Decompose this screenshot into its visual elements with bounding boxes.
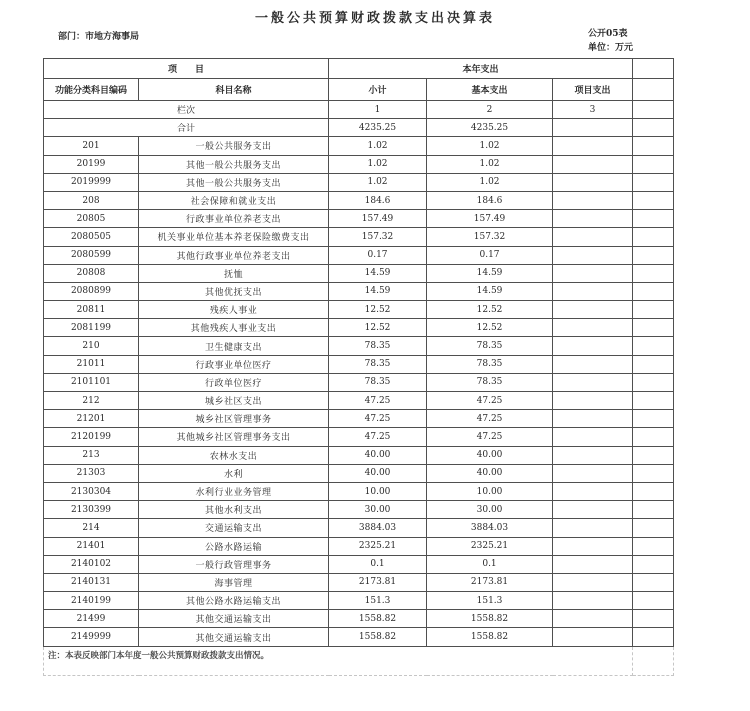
cell-basic-expenditure: 3884.03 [427, 519, 553, 537]
cell-project-expenditure [553, 610, 633, 628]
column-index-1: 1 [329, 101, 427, 119]
spare-cell [633, 228, 674, 246]
cell-function-code: 21303 [44, 464, 139, 482]
cell-subtotal: 14.59 [329, 282, 427, 300]
table-row [44, 137, 674, 155]
cell-basic-expenditure: 1558.82 [427, 610, 553, 628]
cell-subtotal: 1.02 [329, 137, 427, 155]
cell-subject-name: 其他残疾人事业支出 [139, 319, 329, 337]
cell-subject-name: 行政事业单位医疗 [139, 355, 329, 373]
cell-subject-name: 公路水路运输 [139, 537, 329, 555]
cell-basic-expenditure: 2325.21 [427, 537, 553, 555]
cell-function-code: 201 [44, 137, 139, 155]
spare-cell [633, 519, 674, 537]
cell-subtotal: 47.25 [329, 410, 427, 428]
cell-project-expenditure [553, 246, 633, 264]
table-body [44, 101, 674, 647]
cell-project-expenditure [553, 191, 633, 209]
cell-project-expenditure [553, 501, 633, 519]
department-label: 部门：市地方海事局 [58, 32, 140, 42]
cell-basic-expenditure: 40.00 [427, 464, 553, 482]
cell-subject-name: 城乡社区管理事务 [139, 410, 329, 428]
cell-subtotal: 78.35 [329, 355, 427, 373]
cell-subtotal: 1558.82 [329, 628, 427, 646]
cell-subtotal: 0.1 [329, 555, 427, 573]
spare-cell [633, 464, 674, 482]
cell-basic-expenditure: 12.52 [427, 319, 553, 337]
cell-function-code: 2140199 [44, 592, 139, 610]
cell-subject-name: 其他行政事业单位养老支出 [139, 246, 329, 264]
spare-cell [633, 282, 674, 300]
cell-basic-expenditure: 40.00 [427, 446, 553, 464]
cell-basic-expenditure: 1558.82 [427, 628, 553, 646]
spare-cell [633, 628, 674, 646]
table-row [44, 337, 674, 355]
cell-basic-expenditure: 1.02 [427, 155, 553, 173]
cell-subject-name: 其他水利支出 [139, 501, 329, 519]
table-row [44, 446, 674, 464]
table-row [44, 301, 674, 319]
spare-cell [633, 191, 674, 209]
header-spare-column [633, 79, 674, 101]
total-project [553, 119, 633, 137]
table-row [44, 519, 674, 537]
spare-cell [633, 610, 674, 628]
cell-subject-name: 交通运输支出 [139, 519, 329, 537]
cell-function-code: 20199 [44, 155, 139, 173]
column-index-label: 栏次 [44, 101, 329, 119]
cell-subtotal: 157.32 [329, 228, 427, 246]
table-row [44, 610, 674, 628]
cell-project-expenditure [553, 319, 633, 337]
table-row [44, 410, 674, 428]
expenditure-table [43, 58, 674, 676]
cell-function-code: 20805 [44, 210, 139, 228]
cell-subject-name: 卫生健康支出 [139, 337, 329, 355]
header-group-row [44, 59, 674, 79]
cell-function-code: 2130304 [44, 482, 139, 500]
table-row [44, 501, 674, 519]
spare-cell [633, 246, 674, 264]
cell-subtotal: 151.3 [329, 592, 427, 610]
total-label: 合计 [44, 119, 329, 137]
cell-subtotal: 2325.21 [329, 537, 427, 555]
cell-project-expenditure [553, 446, 633, 464]
header-subject-name: 科目名称 [139, 79, 329, 101]
table-row [44, 282, 674, 300]
cell-basic-expenditure: 2173.81 [427, 573, 553, 591]
cell-subject-name: 其他一般公共服务支出 [139, 173, 329, 191]
spare-cell [633, 155, 674, 173]
cell-function-code: 2101101 [44, 373, 139, 391]
cell-function-code: 2081199 [44, 319, 139, 337]
cell-subtotal: 157.49 [329, 210, 427, 228]
cell-function-code: 2080899 [44, 282, 139, 300]
cell-subtotal: 40.00 [329, 464, 427, 482]
header-function-code: 功能分类科目编码 [44, 79, 139, 101]
table-row [44, 155, 674, 173]
spare-cell [633, 355, 674, 373]
table-number-label: 公开05表 [588, 29, 628, 39]
cell-project-expenditure [553, 464, 633, 482]
table-row [44, 464, 674, 482]
spare-cell [633, 482, 674, 500]
cell-function-code: 20811 [44, 301, 139, 319]
cell-basic-expenditure: 157.32 [427, 228, 553, 246]
cell-project-expenditure [553, 628, 633, 646]
cell-function-code: 2080505 [44, 228, 139, 246]
spare-cell [633, 555, 674, 573]
spare-cell [633, 501, 674, 519]
cell-project-expenditure [553, 228, 633, 246]
cell-subject-name: 其他交通运输支出 [139, 628, 329, 646]
cell-subtotal: 0.17 [329, 246, 427, 264]
header-project-group: 项 目 [44, 59, 329, 79]
header-project-expenditure: 项目支出 [553, 79, 633, 101]
spare-cell [633, 428, 674, 446]
cell-basic-expenditure: 1.02 [427, 137, 553, 155]
cell-function-code: 208 [44, 191, 139, 209]
cell-subtotal: 47.25 [329, 428, 427, 446]
cell-project-expenditure [553, 264, 633, 282]
spare-cell [633, 446, 674, 464]
cell-basic-expenditure: 14.59 [427, 282, 553, 300]
spare-cell [633, 337, 674, 355]
spare-cell [633, 537, 674, 555]
cell-function-code: 2019999 [44, 173, 139, 191]
table-row [44, 228, 674, 246]
spare-cell [633, 301, 674, 319]
cell-subject-name: 社会保障和就业支出 [139, 191, 329, 209]
cell-subject-name: 其他交通运输支出 [139, 610, 329, 628]
cell-function-code: 210 [44, 337, 139, 355]
cell-subject-name: 其他公路水路运输支出 [139, 592, 329, 610]
table-row [44, 246, 674, 264]
cell-basic-expenditure: 10.00 [427, 482, 553, 500]
cell-function-code: 20808 [44, 264, 139, 282]
cell-subject-name: 水利 [139, 464, 329, 482]
cell-subject-name: 其他优抚支出 [139, 282, 329, 300]
cell-basic-expenditure: 1.02 [427, 173, 553, 191]
spare-cell [633, 646, 674, 675]
table-row [44, 319, 674, 337]
cell-basic-expenditure: 0.1 [427, 555, 553, 573]
spare-cell [633, 137, 674, 155]
cell-subject-name: 农林水支出 [139, 446, 329, 464]
cell-project-expenditure [553, 301, 633, 319]
column-index-row [44, 101, 674, 119]
table-row [44, 210, 674, 228]
cell-function-code: 2140102 [44, 555, 139, 573]
cell-subject-name: 残疾人事业 [139, 301, 329, 319]
table-row [44, 373, 674, 391]
column-index-3: 3 [553, 101, 633, 119]
cell-subtotal: 2173.81 [329, 573, 427, 591]
table-row [44, 628, 674, 646]
cell-subject-name: 行政事业单位养老支出 [139, 210, 329, 228]
cell-basic-expenditure: 14.59 [427, 264, 553, 282]
spare-cell [633, 264, 674, 282]
table-row [44, 173, 674, 191]
cell-basic-expenditure: 12.52 [427, 301, 553, 319]
cell-subtotal: 14.59 [329, 264, 427, 282]
cell-basic-expenditure: 184.6 [427, 191, 553, 209]
cell-function-code: 2130399 [44, 501, 139, 519]
cell-subtotal: 40.00 [329, 446, 427, 464]
note-row [44, 646, 674, 675]
cell-project-expenditure [553, 155, 633, 173]
cell-basic-expenditure: 47.25 [427, 410, 553, 428]
cell-basic-expenditure: 78.35 [427, 337, 553, 355]
cell-project-expenditure [553, 210, 633, 228]
table-row [44, 573, 674, 591]
cell-project-expenditure [553, 355, 633, 373]
cell-project-expenditure [553, 555, 633, 573]
cell-basic-expenditure: 47.25 [427, 392, 553, 410]
cell-subtotal: 30.00 [329, 501, 427, 519]
cell-project-expenditure [553, 173, 633, 191]
header-current-year-group: 本年支出 [329, 59, 633, 79]
spare-cell [633, 173, 674, 191]
spare-cell [633, 373, 674, 391]
cell-subtotal: 1.02 [329, 173, 427, 191]
cell-function-code: 2080599 [44, 246, 139, 264]
cell-subtotal: 78.35 [329, 337, 427, 355]
cell-function-code: 21011 [44, 355, 139, 373]
cell-subtotal: 3884.03 [329, 519, 427, 537]
cell-basic-expenditure: 157.49 [427, 210, 553, 228]
cell-project-expenditure [553, 482, 633, 500]
cell-subtotal: 47.25 [329, 392, 427, 410]
table-meta [588, 27, 633, 55]
cell-subject-name: 一般公共服务支出 [139, 137, 329, 155]
spare-cell [633, 592, 674, 610]
cell-function-code: 214 [44, 519, 139, 537]
cell-subject-name: 抚恤 [139, 264, 329, 282]
spare-cell [633, 101, 674, 119]
spare-cell [633, 392, 674, 410]
cell-basic-expenditure: 47.25 [427, 428, 553, 446]
cell-project-expenditure [553, 537, 633, 555]
cell-project-expenditure [553, 282, 633, 300]
cell-project-expenditure [553, 137, 633, 155]
cell-subtotal: 78.35 [329, 373, 427, 391]
cell-project-expenditure [553, 410, 633, 428]
total-row [44, 119, 674, 137]
cell-project-expenditure [553, 392, 633, 410]
cell-project-expenditure [553, 373, 633, 391]
spare-cell [633, 119, 674, 137]
cell-subtotal: 12.52 [329, 319, 427, 337]
spare-cell [633, 573, 674, 591]
cell-function-code: 21201 [44, 410, 139, 428]
cell-function-code: 2140131 [44, 573, 139, 591]
unit-label: 单位：万元 [588, 43, 634, 53]
cell-subtotal: 10.00 [329, 482, 427, 500]
cell-subtotal: 1558.82 [329, 610, 427, 628]
table-row [44, 537, 674, 555]
table-row [44, 482, 674, 500]
cell-subject-name: 其他城乡社区管理事务支出 [139, 428, 329, 446]
cell-subject-name: 机关事业单位基本养老保险缴费支出 [139, 228, 329, 246]
cell-project-expenditure [553, 592, 633, 610]
header-spare-column [633, 59, 674, 79]
cell-function-code: 212 [44, 392, 139, 410]
cell-project-expenditure [553, 519, 633, 537]
header-basic-expenditure: 基本支出 [427, 79, 553, 101]
cell-basic-expenditure: 78.35 [427, 355, 553, 373]
total-subtotal: 4235.25 [329, 119, 427, 137]
table-note: 注：本表反映部门本年度一般公共预算财政拨款支出情况。 [44, 646, 633, 675]
table-row [44, 428, 674, 446]
cell-project-expenditure [553, 428, 633, 446]
cell-subject-name: 水利行业业务管理 [139, 482, 329, 500]
cell-function-code: 2120199 [44, 428, 139, 446]
header-subtotal: 小计 [329, 79, 427, 101]
page-title: 一般公共预算财政拨款支出决算表 [254, 11, 495, 26]
cell-subtotal: 184.6 [329, 191, 427, 209]
total-basic: 4235.25 [427, 119, 553, 137]
cell-subject-name: 城乡社区支出 [139, 392, 329, 410]
cell-subject-name: 一般行政管理事务 [139, 555, 329, 573]
table-row [44, 555, 674, 573]
column-index-2: 2 [427, 101, 553, 119]
spare-cell [633, 410, 674, 428]
cell-project-expenditure [553, 573, 633, 591]
cell-subject-name: 海事管理 [139, 573, 329, 591]
cell-basic-expenditure: 78.35 [427, 373, 553, 391]
cell-function-code: 21499 [44, 610, 139, 628]
cell-function-code: 21401 [44, 537, 139, 555]
cell-function-code: 213 [44, 446, 139, 464]
cell-function-code: 2149999 [44, 628, 139, 646]
cell-subject-name: 行政单位医疗 [139, 373, 329, 391]
cell-basic-expenditure: 30.00 [427, 501, 553, 519]
table-row [44, 264, 674, 282]
spare-cell [633, 210, 674, 228]
cell-subject-name: 其他一般公共服务支出 [139, 155, 329, 173]
spare-cell [633, 319, 674, 337]
table-row [44, 592, 674, 610]
table-row [44, 392, 674, 410]
cell-project-expenditure [553, 337, 633, 355]
cell-basic-expenditure: 151.3 [427, 592, 553, 610]
table-row [44, 355, 674, 373]
cell-subtotal: 12.52 [329, 301, 427, 319]
cell-basic-expenditure: 0.17 [427, 246, 553, 264]
cell-subtotal: 1.02 [329, 155, 427, 173]
table-row [44, 191, 674, 209]
header-columns-row [44, 79, 674, 101]
